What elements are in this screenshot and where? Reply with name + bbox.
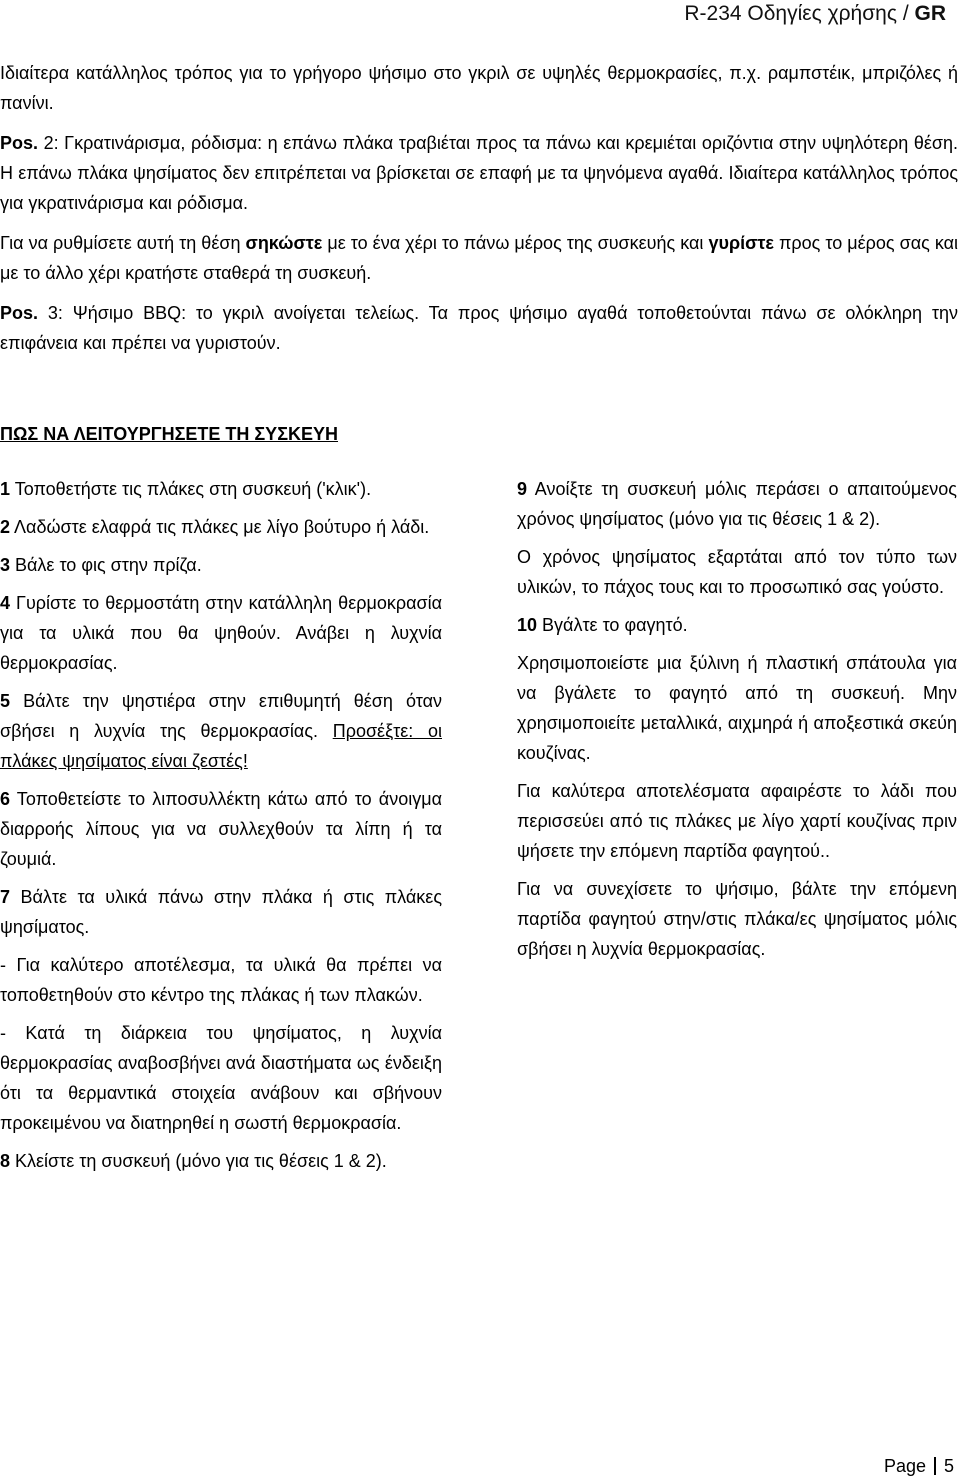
step-1-number: 1 — [0, 479, 11, 499]
step-1 — [0, 474, 442, 504]
step-9-number: 9 — [517, 479, 528, 499]
step-5 — [0, 686, 442, 776]
step-5-text: Βάλτε την ψηστιέρα στην επιθυμητή θέση όταν σβήσει η λυχνία της θερμοκρασίας. — [0, 691, 442, 741]
adjust-lift-emphasis: σηκώστε — [245, 233, 323, 253]
indicator-note: - Κατά τη διάρκεια του ψησίματος, η λυχνία θερμοκρασίας αναβοσβήνει ανά διαστήματα ως ένδειξη ότι τα θερμαντικά στοιχεία ανάβουν και σβήνουν προκειμένου να διατηρηθεί η σωστή θερμοκρασία. — [0, 1023, 442, 1133]
continue-cooking-note: Για να συνεχίσετε το ψήσιμο, βάλτε την επόμενη παρτίδα φαγητού στην/στις πλάκα/ες ψησίματος μόλις σβήσει η λυχνία θερμοκρασίας. — [517, 879, 957, 959]
pos2-label: Pos. — [0, 133, 39, 153]
step-3-text: Βάλε το φις στην πρίζα. — [10, 555, 202, 575]
adjust-turn-emphasis: γυρίστε — [708, 233, 774, 253]
step-3-number: 3 — [0, 555, 11, 575]
step-6-number: 6 — [0, 789, 11, 809]
adjust-text-c: με το ένα χέρι το πάνω μέρος της συσκευής και — [322, 233, 709, 253]
left-column — [0, 474, 442, 1184]
step-8-text: Κλείστε τη συσκευή (μόνο για τις θέσεις 1 & 2). — [10, 1151, 387, 1171]
step-6 — [0, 784, 442, 874]
step-4-text: Γυρίστε το θερμοστάτη στην κατάλληλη θερμοκρασία για τα υλικά που θα ψηθούν. Ανάβει η λυχνία θερμοκρασίας. — [0, 593, 442, 673]
pos3-label: Pos. — [0, 303, 39, 323]
step-9 — [517, 474, 957, 534]
excess-oil-note: Για καλύτερα αποτελέσματα αφαιρέστε το λάδι που περισσεύει από τις πλάκες με λίγο χαρτί κουζίνας πριν ψήσετε την επόμενη παρτίδα φαγητού.. — [517, 781, 957, 861]
step-6-text: Τοποθετείστε το λιποσυλλέκτη κάτω από το άνοιγμα διαρροής λίπους για να συλλεχθούν τα λίπη ή τα ζουμιά. — [0, 789, 442, 869]
pos2-text: : Γκρατινάρισμα, ρόδισμα: η επάνω πλάκα τραβιέται προς τα πάνω και κρεμιέται οριζόντια στην υψηλότερη θέση. Η επάνω πλάκα ψησίματος δεν επιτρέπεται να βρίσκεται σε επαφή με τα ψηνόμενα αγαθά. Ιδιαίτερα κατάλληλος τρόπος για γκρατινάρισμα και ρόδισμα. — [0, 133, 958, 213]
step-7-number: 7 — [0, 887, 11, 907]
pos3-text: : Ψήσιμο BBQ: το γκριλ ανοίγεται τελείως. Τα προς ψήσιμο αγαθά τοποθετούνται πάνω σε ολόκληρη την επιφάνεια και πρέπει να γυριστούν. — [0, 303, 958, 353]
step-9-text: Ανοίξτε τη συσκευή μόλις περάσει ο απαιτούμενος χρόνος ψησίματος (μόνο για τις θέσεις 1 & 2). — [517, 479, 957, 529]
step-8-number: 8 — [0, 1151, 11, 1171]
step-10-text: Βγάλτε το φαγητό. — [537, 615, 688, 635]
step-1-text: Τοποθετήστε τις πλάκες στη συσκευή ('κλικ'). — [10, 479, 372, 499]
step-3 — [0, 550, 442, 580]
adjust-text-e: προς το μέρος σας και με το άλλο χέρι κρατήστε σταθερά τη συσκευή. — [0, 233, 959, 283]
position-3-paragraph — [0, 298, 958, 358]
step-4-number: 4 — [0, 593, 11, 613]
section-heading: ΠΩΣ ΝΑ ΛΕΙΤΟΥΡΓΗΣΕΤΕ ΤΗ ΣΥΣΚΕΥΗ — [0, 424, 339, 444]
header-title: R-234 Οδηγίες χρήσης / — [684, 2, 915, 25]
cooking-time-note: Ο χρόνος ψησίματος εξαρτάται από τον τύπο των υλικών, το πάχος τους και το προσωπικό σας γούστο. — [517, 547, 957, 597]
header-language: GR — [914, 2, 946, 25]
page-footer — [884, 1451, 960, 1481]
step-2 — [0, 512, 442, 542]
utensil-note: Χρησιμοποιείστε μια ξύλινη ή πλαστική σπάτουλα για να βγάλετε το φαγητό από τη συσκευή. Μην χρησιμοποιείτε μεταλλικά, αιχμηρά ή αποξεστικά σκεύη κουζίνας. — [517, 653, 957, 763]
intro-section — [0, 58, 958, 368]
pos3-number: 3 — [47, 303, 58, 323]
step-2-text: Λαδώστε ελαφρά τις πλάκες με λίγο βούτυρο ή λάδι. — [10, 517, 430, 537]
position-adjust-paragraph — [0, 228, 958, 288]
intro-paragraph-1: Ιδιαίτερα κατάλληλος τρόπος για το γρήγορο ψήσιμο στο γκριλ σε υψηλές θερμοκρασίες, π.χ. ραμπστέικ, μπριζόλες ή πανίνι. — [0, 63, 958, 113]
position-2-paragraph — [0, 128, 958, 218]
step-10-number: 10 — [517, 615, 538, 635]
pos2-number: 2 — [43, 133, 54, 153]
right-column — [517, 474, 957, 972]
page-label: Page — [883, 1456, 926, 1476]
step-5-number: 5 — [0, 691, 11, 711]
step-10 — [517, 610, 957, 640]
hot-plates-warning: Προσέξτε: οι πλάκες ψησίματος είναι ζεστές! — [0, 721, 442, 771]
footer-separator — [934, 1457, 936, 1475]
page-number: 5 — [943, 1456, 954, 1476]
step-4 — [0, 588, 442, 678]
document-header — [684, 2, 946, 26]
adjust-text-a: Για να ρυθμίσετε αυτή τη θέση — [0, 233, 246, 253]
placement-note: - Για καλύτερο αποτέλεσμα, τα υλικά θα πρέπει να τοποθετηθούν στο κέντρο της πλάκας ή των πλακών. — [0, 955, 442, 1005]
step-8 — [0, 1146, 442, 1176]
step-2-number: 2 — [0, 517, 11, 537]
step-7 — [0, 882, 442, 942]
step-7-text: Βάλτε τα υλικά πάνω στην πλάκα ή στις πλάκες ψησίματος. — [0, 887, 442, 937]
